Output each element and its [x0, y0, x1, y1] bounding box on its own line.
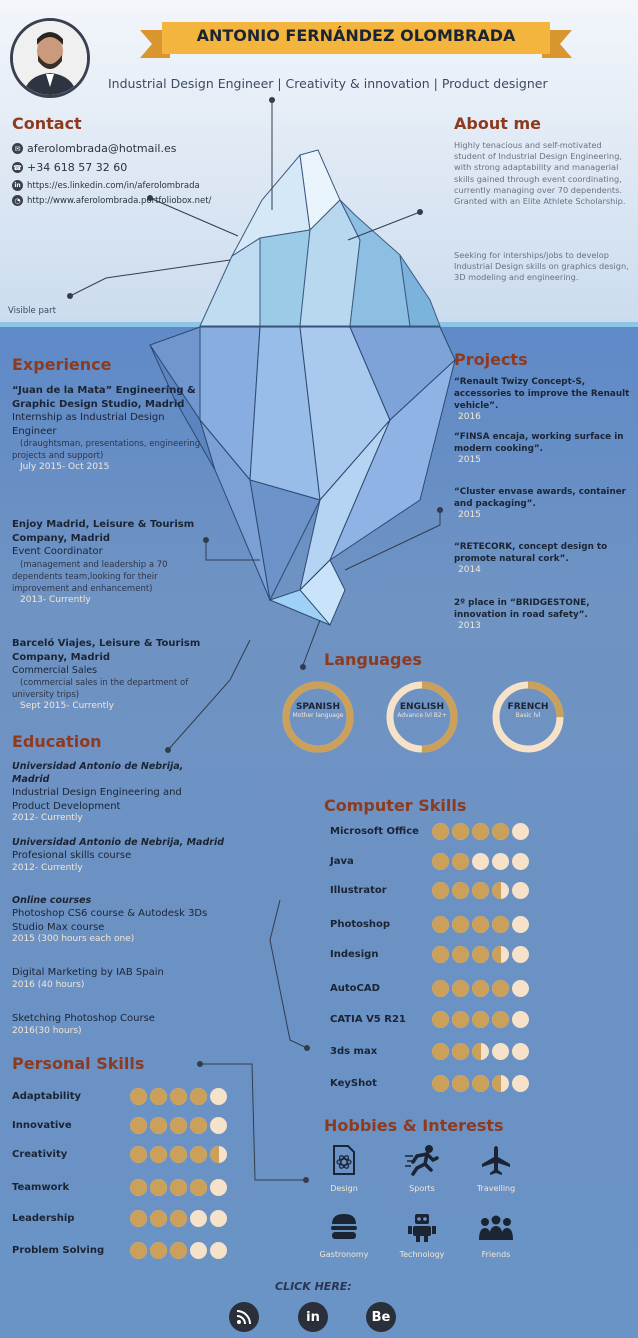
contact-email: aferolombrada@hotmail.es	[27, 142, 177, 155]
experience-role: Event Coordinator	[12, 546, 103, 557]
rating-dot	[472, 1011, 489, 1028]
project-name: “FINSA encaja, working surface in modern cooking”.	[454, 432, 624, 454]
language-name: SPANISH	[295, 702, 341, 712]
hobby-friends	[461, 1212, 531, 1259]
contact-phone: +34 618 57 32 60	[27, 161, 128, 174]
education-item	[12, 966, 222, 990]
person-portrait-icon	[13, 21, 87, 95]
education-school: Online courses	[12, 895, 92, 906]
rating-dot	[130, 1117, 147, 1134]
rating-dot	[512, 882, 529, 899]
experience-company: “Juan de la Mata” Engineering & Graphic Design Studio, Madrid	[12, 385, 196, 410]
education-item	[12, 760, 222, 823]
rating-dots	[130, 1210, 227, 1227]
rating-dot	[492, 1075, 509, 1092]
rating-dot	[130, 1179, 147, 1196]
mail-icon: ✉	[12, 143, 23, 154]
rating-dot	[512, 853, 529, 870]
rating-dot	[432, 980, 449, 997]
contact-web: http://www.aferolombrada.portfoliobox.net/	[27, 195, 212, 206]
rating-dots	[130, 1146, 227, 1163]
about-paragraph-2: Seeking for interships/jobs to develop Industrial Design skills on graphics design, 3D modeling and engineering.	[454, 250, 629, 283]
rating-dot	[150, 1117, 167, 1134]
hobby-label: Friends	[481, 1250, 511, 1259]
experience-company: Enjoy Madrid, Leisure & Tourism Company, Madrid	[12, 519, 195, 544]
rating-dot	[190, 1146, 207, 1163]
hobby-label: Gastronomy	[319, 1250, 369, 1259]
education-date: 2016 (40 hours)	[12, 979, 85, 990]
rating-dot	[210, 1179, 227, 1196]
linkedin-button[interactable]	[298, 1302, 328, 1332]
personal-skill-label: Leadership	[12, 1213, 75, 1224]
atom-document-icon	[330, 1144, 358, 1176]
rating-dot	[472, 1075, 489, 1092]
rating-dot	[432, 853, 449, 870]
rating-dot	[170, 1210, 187, 1227]
rating-dot	[512, 916, 529, 933]
project-item	[454, 376, 634, 422]
rating-dot	[150, 1146, 167, 1163]
rating-dot	[492, 1011, 509, 1028]
rating-dot	[472, 1043, 489, 1060]
rating-dot	[190, 1117, 207, 1134]
rating-dot	[210, 1210, 227, 1227]
experience-desc: (commercial sales in the department of university trips)	[12, 678, 189, 700]
rating-dot	[492, 823, 509, 840]
project-year: 2015	[458, 455, 481, 465]
computer-skill-label: AutoCAD	[330, 983, 380, 994]
experience-heading: Experience	[12, 355, 112, 374]
rating-dot	[472, 853, 489, 870]
rating-dot	[130, 1210, 147, 1227]
rating-dot	[432, 1043, 449, 1060]
hobby-sports	[387, 1144, 457, 1193]
rating-dot	[210, 1146, 227, 1163]
experience-desc: (draughtsman, presentations, engineering projects and support)	[12, 439, 201, 461]
contact-email-row[interactable]	[12, 142, 176, 155]
rating-dots	[130, 1242, 227, 1259]
computer-skill-label: Illustrator	[330, 885, 387, 896]
rating-dot	[472, 882, 489, 899]
project-year: 2014	[458, 565, 481, 575]
hobby-gastronomy	[309, 1212, 379, 1259]
experience-desc: (management and leadership a 70 dependents team,looking for their improvement and enhancement)	[12, 559, 168, 594]
project-item	[454, 597, 634, 631]
rating-dots	[432, 823, 529, 840]
education-date: 2016(30 hours)	[12, 1025, 82, 1036]
project-name: “Renault Twizy Concept-S, accessories to improve the Renault vehicle”.	[454, 377, 630, 411]
hobby-technology	[387, 1212, 457, 1259]
rating-dot	[190, 1242, 207, 1259]
rss-button[interactable]	[229, 1302, 259, 1332]
rating-dots	[432, 946, 529, 963]
education-date: 2012- Currently	[12, 862, 83, 873]
hobby-travelling	[461, 1144, 531, 1193]
education-degree: Digital Marketing by IAB Spain	[12, 967, 164, 978]
education-degree: Sketching Photoshop Course	[12, 1013, 155, 1024]
experience-company: Barceló Viajes, Leisure & Tourism Company, Madrid	[12, 638, 201, 663]
rating-dot	[452, 1075, 469, 1092]
rating-dot	[170, 1088, 187, 1105]
behance-button[interactable]	[366, 1302, 396, 1332]
contact-linkedin-row[interactable]	[12, 180, 200, 191]
experience-date: Sept 2015- Currently	[20, 701, 114, 711]
hobby-label: Sports	[409, 1184, 435, 1193]
language-ring-text	[385, 702, 459, 719]
rating-dot	[150, 1088, 167, 1105]
education-school: Universidad Antonio de Nebrija, Madrid	[12, 761, 184, 785]
click-here-label: CLICK HERE:	[275, 1280, 352, 1293]
rating-dot	[150, 1242, 167, 1259]
rating-dot	[432, 946, 449, 963]
computer-skill-label: 3ds max	[330, 1046, 378, 1057]
rss-small-icon: ◔	[12, 195, 23, 206]
contact-heading: Contact	[12, 114, 82, 133]
behance-icon: Be	[371, 1309, 391, 1325]
rating-dot	[492, 916, 509, 933]
rss-icon	[236, 1309, 252, 1325]
education-item	[12, 894, 212, 944]
rating-dot	[170, 1179, 187, 1196]
runner-icon	[405, 1144, 439, 1176]
rating-dot	[512, 1011, 529, 1028]
hobbies-heading: Hobbies & Interests	[324, 1116, 504, 1135]
rating-dots	[432, 853, 529, 870]
rating-dot	[432, 823, 449, 840]
experience-date: 2013- Currently	[20, 594, 91, 605]
personal-skill-label: Adaptability	[12, 1091, 82, 1102]
phone-icon: ☎	[13, 163, 22, 172]
hobby-design	[309, 1144, 379, 1193]
robot-icon	[407, 1212, 437, 1242]
about-heading: About me	[454, 114, 541, 133]
rating-dot	[452, 823, 469, 840]
personal-skills-heading: Personal Skills	[12, 1054, 145, 1073]
experience-item	[12, 637, 204, 711]
rating-dot	[170, 1117, 187, 1134]
rating-dots	[432, 1043, 529, 1060]
contact-web-row[interactable]	[12, 195, 211, 206]
rating-dot	[492, 853, 509, 870]
rating-dot	[452, 882, 469, 899]
hobby-label: Travelling	[476, 1184, 516, 1193]
name-title: ANTONIO FERNÁNDEZ OLOMBRADA	[196, 26, 516, 45]
experience-role: Internship as Industrial Design Engineer	[12, 412, 165, 437]
language-ring-text	[491, 702, 565, 719]
rating-dot	[512, 823, 529, 840]
project-item	[454, 541, 634, 575]
rating-dot	[150, 1210, 167, 1227]
education-item	[12, 836, 232, 873]
hobby-label: Technology	[399, 1250, 445, 1259]
language-level: Basic lvl	[515, 712, 541, 719]
hobby-label: Design	[330, 1184, 358, 1193]
experience-date: July 2015- Oct 2015	[20, 462, 110, 472]
education-date: 2012- Currently	[12, 813, 83, 823]
rating-dot	[130, 1088, 147, 1105]
rating-dot	[512, 1043, 529, 1060]
linkedin-icon: in	[306, 1309, 320, 1325]
education-school: Universidad Antonio de Nebrija, Madrid	[12, 837, 224, 848]
rating-dot	[452, 1043, 469, 1060]
experience-item	[12, 384, 202, 472]
experience-role: Commercial Sales	[12, 665, 98, 676]
rating-dot	[210, 1117, 227, 1134]
personal-skill-label: Creativity	[12, 1149, 68, 1160]
rating-dots	[130, 1088, 227, 1105]
language-ring	[385, 680, 459, 754]
rating-dot	[190, 1179, 207, 1196]
rating-dots	[432, 980, 529, 997]
rating-dot	[472, 980, 489, 997]
rating-dot	[432, 1075, 449, 1092]
computer-skill-label: KeyShot	[330, 1078, 377, 1089]
computer-skill-label: Photoshop	[330, 919, 391, 930]
rating-dot	[492, 980, 509, 997]
rating-dot	[432, 882, 449, 899]
visible-part-label: Visible part	[8, 306, 56, 316]
education-degree: Profesional skills course	[12, 850, 132, 861]
language-name: FRENCH	[507, 702, 549, 712]
language-ring	[281, 680, 355, 754]
rating-dot	[190, 1210, 207, 1227]
rating-dots	[432, 916, 529, 933]
project-item	[454, 431, 634, 465]
rating-dot	[210, 1088, 227, 1105]
about-paragraph-1: Highly tenacious and self-motivated student of Industrial Design Engineering, with strong adaptability and managerial skills gained through event coordinating, currently managing over 70 dependents. Granted with an Elite Athlete Scholarship.	[454, 140, 626, 207]
rating-dot	[190, 1088, 207, 1105]
rating-dot	[170, 1242, 187, 1259]
project-name: “RETECORK, concept design to promote natural cork”.	[454, 542, 608, 564]
project-name: “Cluster envase awards, container and packaging”.	[454, 487, 627, 509]
rating-dot	[472, 946, 489, 963]
burger-icon	[329, 1212, 359, 1242]
rating-dot	[150, 1179, 167, 1196]
education-date: 2015 (300 hours each one)	[12, 934, 135, 944]
personal-skill-label: Problem Solving	[12, 1245, 105, 1256]
education-degree: Photoshop CS6 course & Autodesk 3Ds Studio Max course	[12, 908, 208, 933]
project-name: 2º place in “BRIDGESTONE, innovation in road safety”.	[454, 598, 590, 620]
rating-dot	[130, 1242, 147, 1259]
language-level: Mother language	[292, 712, 344, 719]
project-item	[454, 486, 634, 520]
education-item	[12, 1012, 222, 1036]
rating-dot	[492, 946, 509, 963]
project-year: 2016	[458, 412, 481, 422]
rating-dot	[492, 1043, 509, 1060]
rating-dot	[452, 980, 469, 997]
rating-dots	[432, 1011, 529, 1028]
computer-skill-label: CATIA V5 R21	[330, 1014, 406, 1025]
rating-dot	[432, 1011, 449, 1028]
rating-dot	[432, 916, 449, 933]
linkedin-small-icon: in	[12, 180, 23, 191]
personal-skill-label: Innovative	[12, 1120, 72, 1131]
education-degree: Industrial Design Engineering and Product Development	[12, 787, 182, 812]
language-ring-text	[281, 702, 355, 719]
rating-dot	[492, 882, 509, 899]
subtitle: Industrial Design Engineer | Creativity & innovation | Product designer	[108, 76, 548, 91]
rating-dot	[130, 1146, 147, 1163]
computer-skill-label: Microsoft Office	[330, 826, 419, 837]
rating-dot	[210, 1242, 227, 1259]
computer-skills-heading: Computer Skills	[324, 796, 467, 815]
project-year: 2015	[458, 510, 481, 520]
people-icon	[477, 1212, 515, 1242]
computer-skill-label: Indesign	[330, 949, 379, 960]
rating-dot	[472, 916, 489, 933]
personal-skill-label: Teamwork	[12, 1182, 70, 1193]
languages-heading: Languages	[324, 650, 422, 669]
rating-dot	[452, 946, 469, 963]
language-level: Advance lvl B2+	[397, 712, 447, 719]
language-name: ENGLISH	[399, 702, 445, 712]
rating-dot	[452, 916, 469, 933]
rating-dot	[472, 823, 489, 840]
airplane-icon	[480, 1144, 512, 1176]
rating-dots	[130, 1117, 227, 1134]
rating-dots	[130, 1179, 227, 1196]
experience-item	[12, 518, 202, 605]
contact-linkedin: https://es.linkedin.com/in/aferolombrada	[27, 180, 200, 191]
avatar	[10, 18, 90, 98]
rating-dot	[170, 1146, 187, 1163]
contact-phone-row[interactable]	[12, 161, 127, 174]
iceberg-tip	[200, 150, 440, 326]
rating-dot	[512, 1075, 529, 1092]
language-ring	[491, 680, 565, 754]
education-heading: Education	[12, 732, 102, 751]
computer-skill-label: Java	[330, 856, 354, 867]
rating-dots	[432, 882, 529, 899]
rating-dot	[452, 853, 469, 870]
rating-dot	[512, 980, 529, 997]
projects-heading: Projects	[454, 350, 528, 369]
rating-dot	[512, 946, 529, 963]
rating-dot	[452, 1011, 469, 1028]
rating-dots	[432, 1075, 529, 1092]
project-year: 2013	[458, 621, 481, 631]
